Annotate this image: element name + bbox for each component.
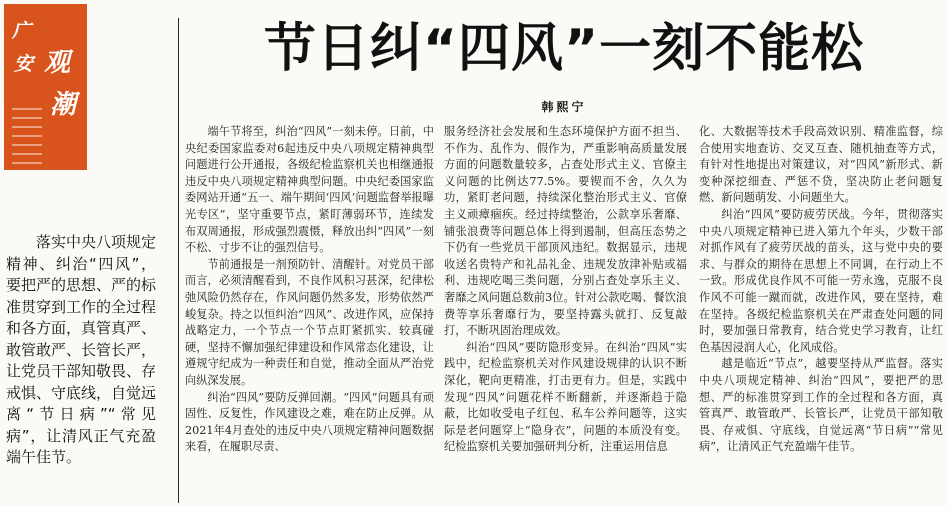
byline: 韩熙宁 bbox=[541, 100, 587, 114]
column-tag-char: 潮 bbox=[50, 90, 77, 120]
column-tag-char: 观 bbox=[44, 48, 71, 78]
paragraph: 节前通报是一剂预防针、清醒针。对党员干部而言，必须清醒看到，不良作风积习甚深，纪律松弛风险仍然存在，作风问题仍然多发，形势依然严峻复杂。持之以恒纠治“四风”、改进作风，应保持战略定力，一个节点一个节点盯紧抓实、较真碰硬，坚持不懈加强纪律建设和作风常态化建设，让遵规守纪成为一种责任和自觉，推动全面从严治党向纵深发展。 bbox=[185, 257, 434, 387]
column-tag-char: 安 bbox=[14, 53, 34, 75]
column-tag-char: 广 bbox=[12, 20, 32, 42]
column-divider bbox=[178, 18, 179, 503]
summary-lead: 落实中央八项规定精神、纠治“四风”，要把严的思想、严的标准贯穿到工作的全过程和各方面，真管真严、敢管敢严、长管长严，让党员干部知敬畏、存戒惧、守底线，自觉远离“节日病”“常见病”，让清风正气充盈端午佳节。 bbox=[6, 233, 157, 466]
paragraph: 端午节将至，纠治“四风”一刻未停。日前，中央纪委国家监委对6起违反中央八项规定精神典型问题进行公开通报，各级纪检监察机关也相继通报违反中央八项规定精神典型问题。中央纪委国家监委网站开通“五一、端午期间‘四风’问题监督举报曝光专区”，坚守重要节点，紧盯薄弱环节，连续发布双周通报，形成强烈震慑，释放出纠“四风”一刻不松、寸步不让的强烈信号。 bbox=[185, 125, 434, 255]
paragraph: 越是临近“节点”，越要坚持从严监督。落实中央八项规定精神、纠治“四风”，要把严的思想、严的标准贯穿到工作的全过程和各方面，真管真严、敢管敢严、长管长严，让党员干部知敬畏、存戒惧、守底线，自觉远离“节日病”“常见病”，让清风正气充盈端午佳节。 bbox=[699, 357, 943, 454]
paragraph: 化、大数据等技术手段高效识别、精准监督，综合使用实地查访、交叉互查、随机抽查等方式，有针对性地提出对策建议，对“四风”新形式、新变种深挖细查、严惩不贷，坚决防止老问题复燃、新问题萌发、小问题坐大。 bbox=[699, 125, 943, 205]
headline: 节日纠“四风”一刻不能松 bbox=[263, 19, 865, 79]
article-column-1 bbox=[185, 124, 434, 506]
article-column-3 bbox=[699, 124, 943, 506]
column-tag bbox=[4, 4, 87, 170]
paragraph: 纠治“四风”要防疲劳厌战。今年，贯彻落实中央八项规定精神已进入第九个年头，少数干部对抓作风有了疲劳厌战的苗头，这与党中央的要求、与群众的期待在思想上不同调，在行动上不一致。形成优良作风不可能一劳永逸，克服不良作风不可能一蹴而就，改进作风，要在坚持，难在坚持。各级纪检监察机关在严肃查处问题的同时，要加强日常教育，结合党史学习教育，让红色基因浸润人心，化风成俗。 bbox=[699, 207, 943, 354]
decorative-lines bbox=[12, 108, 42, 171]
article-column-2 bbox=[444, 124, 687, 506]
paragraph: 纠治“四风”要防隐形变异。在纠治“四风”实践中，纪检监察机关对作风建设规律的认识不断深化，靶向更精准，打击更有力。但是，实践中发现“四风”问题花样不断翻新，并逐渐趋于隐蔽，比如收受电子红包、私车公养问题等，这实际是老问题穿上“隐身衣”，问题的本质没有变。纪检监察机关要加强研判分析，注重运用信息 bbox=[444, 340, 687, 454]
paragraph: 服务经济社会发展和生态环境保护方面不担当、不作为、乱作为、假作为，严重影响高质量发展方面的问题数量较多，占查处形式主义、官僚主义问题的比例达77.5%。要锲而不舍，久久为功，紧盯老问题，持续深化整治形式主义、官僚主义顽瘴痼疾。经过持续整治，公款享乐奢靡、铺张浪费等问题总体上得到遏制，但高压态势之下仍有一些党员干部顶风违纪。数据显示，违规收送名贵特产和礼品礼金、违规发放津补贴或福利、违规吃喝三类问题，分别占查处享乐主义、奢靡之风问题总数前3位。针对公款吃喝、餐饮浪费等享乐奢靡行为，要坚持露头就打、反复敲打，不断巩固治理成效。 bbox=[444, 125, 687, 338]
paragraph: 纠治“四风”要防反弹回潮。“四风”问题具有顽固性、反复性，作风建设之难，难在防止反弹。从2021年4月查处的违反中央八项规定精神问题数据来看，在履职尽责、 bbox=[185, 390, 434, 454]
